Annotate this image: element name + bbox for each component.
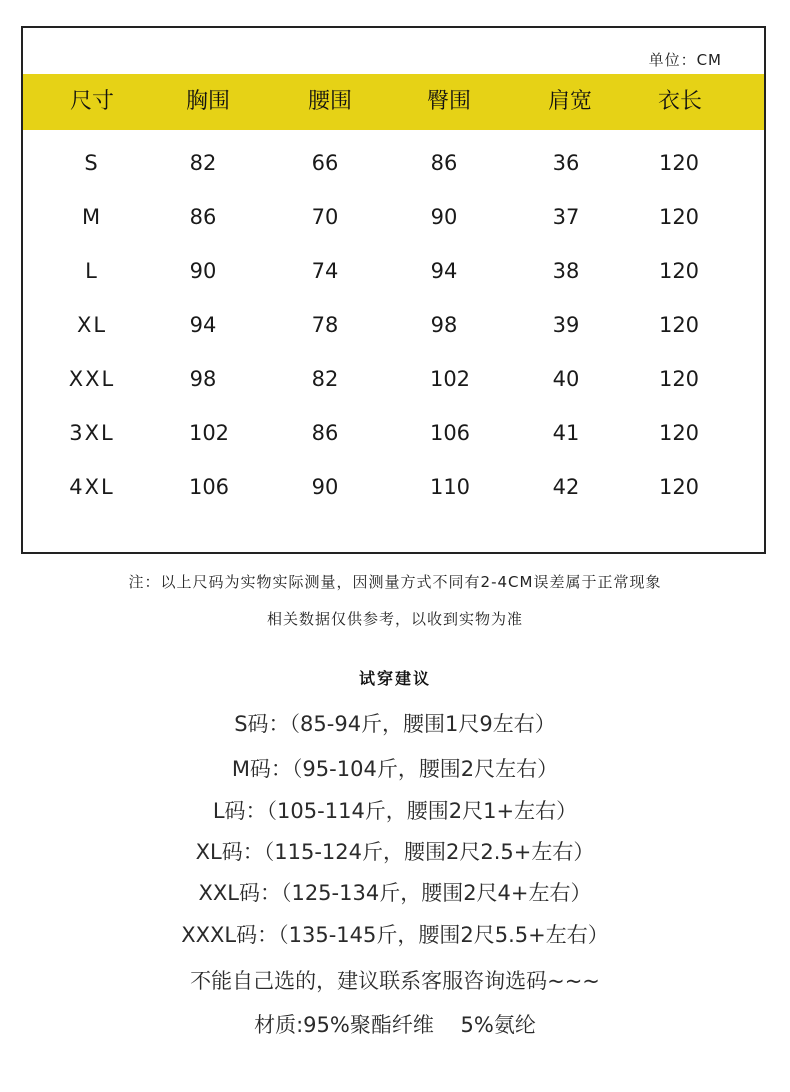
cell-size: M (81, 205, 103, 229)
cell-shoulder: 41 (552, 421, 580, 445)
cell-chest: 90 (189, 259, 217, 283)
cell-size: XL (76, 313, 108, 337)
reference-note: 相关数据仅供参考，以收到实物为准 (266, 610, 523, 628)
cell-chest: 102 (188, 421, 230, 445)
measurement-note: 注：以上尺码为实物实际测量，因测量方式不同有2-4CM误差属于正常现象 (128, 573, 662, 591)
cell-shoulder: 36 (552, 151, 580, 175)
cell-shoulder: 38 (552, 259, 580, 283)
header-shoulder: 肩宽 (547, 89, 592, 114)
cell-waist: 90 (311, 475, 339, 499)
fit-advice-item: L码：（105-114斤，腰围2尺1+左右） (212, 799, 578, 823)
cell-hip: 86 (430, 151, 458, 175)
table-row (23, 310, 764, 340)
cell-waist: 78 (311, 313, 339, 337)
header-length: 衣长 (657, 89, 702, 114)
fit-advice-item: XXXL码：（135-145斤，腰围2尺5.5+左右） (181, 923, 609, 947)
size-table-header (23, 74, 764, 130)
unit-label: 单位：CM (648, 51, 722, 69)
fit-advice-item: XXL码：（125-134斤，腰围2尺4+左右） (198, 881, 592, 905)
cell-hip: 106 (429, 421, 471, 445)
table-row (23, 418, 764, 448)
table-row (23, 472, 764, 502)
cell-waist: 70 (311, 205, 339, 229)
table-row (23, 256, 764, 286)
cell-length: 120 (658, 421, 700, 445)
cell-size: 3XL (69, 421, 115, 445)
cell-size: L (85, 259, 99, 283)
cell-chest: 82 (189, 151, 217, 175)
cell-shoulder: 42 (552, 475, 580, 499)
cell-hip: 102 (429, 367, 471, 391)
cell-waist: 82 (311, 367, 339, 391)
table-row (23, 148, 764, 178)
fit-advice-item: S码：（85-94斤，腰围1尺9左右） (234, 712, 556, 736)
header-chest: 胸围 (185, 89, 230, 114)
cell-shoulder: 37 (552, 205, 580, 229)
cell-size: XXL (68, 367, 116, 391)
cell-length: 120 (658, 367, 700, 391)
header-size: 尺寸 (69, 89, 114, 114)
cell-length: 120 (658, 475, 700, 499)
cell-hip: 90 (430, 205, 458, 229)
cell-waist: 66 (311, 151, 339, 175)
cell-waist: 86 (311, 421, 339, 445)
table-row (23, 364, 764, 394)
cell-hip: 98 (430, 313, 458, 337)
fit-advice-item: XL码：（115-124斤，腰围2尺2.5+左右） (195, 840, 595, 864)
cell-hip: 110 (429, 475, 471, 499)
cell-size: 4XL (69, 475, 115, 499)
cell-length: 120 (658, 151, 700, 175)
cell-length: 120 (658, 313, 700, 337)
contact-service-note: 不能自己选的，建议联系客服咨询选码~~~ (190, 969, 600, 993)
cell-chest: 98 (189, 367, 217, 391)
table-row (23, 202, 764, 232)
cell-shoulder: 40 (552, 367, 580, 391)
cell-hip: 94 (430, 259, 458, 283)
cell-shoulder: 39 (552, 313, 580, 337)
fit-advice-item: M码：（95-104斤，腰围2尺左右） (231, 757, 559, 781)
cell-waist: 74 (311, 259, 339, 283)
cell-size: S (84, 151, 100, 175)
cell-chest: 106 (188, 475, 230, 499)
header-hip: 臀围 (426, 89, 471, 114)
fit-advice-title: 试穿建议 (358, 669, 431, 688)
size-chart-box (21, 26, 766, 554)
cell-chest: 86 (189, 205, 217, 229)
cell-chest: 94 (189, 313, 217, 337)
cell-length: 120 (658, 205, 700, 229)
material-info: 材质:95%聚酯纤维 5%氨纶 (254, 1013, 536, 1037)
cell-length: 120 (658, 259, 700, 283)
header-waist: 腰围 (307, 89, 352, 114)
